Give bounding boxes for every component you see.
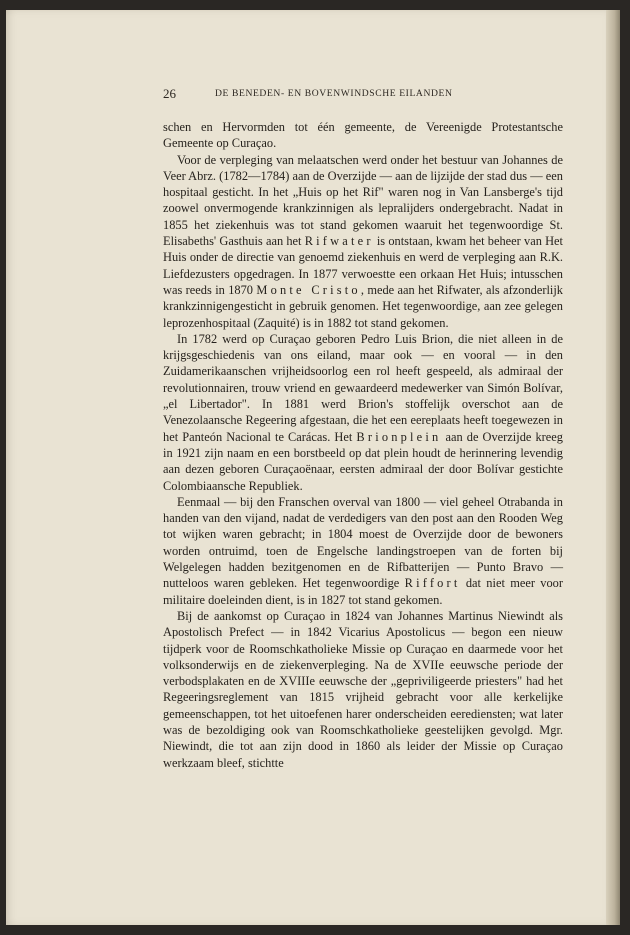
spaced-term: Rifwater bbox=[304, 234, 374, 249]
paragraph: In 1782 werd op Curaçao geboren Pedro Luis Brion, die niet alleen in de krijgsgeschiedenis van ons eiland, maar ook — en vooral — in den Zuidamerikaanschen vrijheidsoorlog een rol heeft gespeeld, als admiraal der revolutionnairen, trouw vriend en gewaardeerd medewerker van Simón Bolívar, „el Libertador". In 1881 werd Brion's stoffelijk overschot aan de Venezolaansche Regeering afgestaan, die het een eereplaats heeft toegewezen in het Panteón Nacional te Carácas. Het Brionplein aan de Overzijde kreeg in 1921 zijn naam en een borstbeeld op dat plein houdt de herinnering levendig aan dezen geboren Curaçaoënaar, eersten admiraal der door Bolívar gestichte Colombiaansche Republiek. bbox=[163, 331, 563, 493]
paragraph: Bij de aankomst op Curaçao in 1824 van Johannes Martinus Niewindt als Apostolisch Prefect — in 1842 Vicarius Apostolicus — begon een nieuw tijdperk voor de Roomschkatholieke Missie op Curaçao en daarmede voor het volksonderwijs en de ziekenverpleging. Na de XVIIe eeuwsche periode der verbodsplakaten en de XVIIIe eeuwsche der „gepriviligeerde priesters" had het Regeeringsreglement van 1815 vrijheid gebracht voor alle kerkelijke gemeenschappen, tot het uitoefenen harer onderscheiden eerediensten; wat later was de bezoldiging ook van Roomschkatholieke geestelijken gevolgd. Mgr. Niewindt, die tot aan zijn dood in 1860 als leider der Missie op Curaçao werkzaam bleef, stichtte bbox=[163, 608, 563, 770]
running-title: DE BENEDEN- EN BOVENWINDSCHE EILANDEN bbox=[215, 88, 453, 99]
page-body bbox=[163, 119, 563, 771]
paragraph: schen en Hervormden tot één gemeente, de Vereenigde Protestantsche Gemeente op Curaçao. bbox=[163, 120, 563, 151]
spaced-term: Riffort bbox=[404, 576, 461, 591]
book-page bbox=[6, 10, 620, 925]
page-number: 26 bbox=[163, 86, 176, 101]
page-gutter bbox=[606, 10, 620, 925]
paragraph: Voor de verpleging van melaatschen werd onder het bestuur van Johannes de Veer Abrz. (1782—1784) aan de Overzijde — aan de lijzijde der stad dus — een hospitaal gesticht. In het „Huis op het Rif" waren nog in Van Lansberge's tijd zoowel onvermogende krankzinnigen als lepralijders ondergebracht. Nadat in 1855 het ziekenhuis was tot stand gekomen waaruit het tegenwoordige St. Elisabeths' Gasthuis aan het Rifwater is ontstaan, kwam het beheer van Het Huis onder de directie van genoemd ziekenhuis en werd de verpleging aan R.K. Liefdezusters opgedragen. In 1877 verwoestte een orkaan Het Huis; intusschen was reeds in 1870 Monte Cristo, mede aan het Rifwater, als afzonderlijk krankzinnigengesticht in gebruik genomen. Het tegenwoordige, aan zee gelegen leprozenhospitaal (Zaquité) is in 1882 tot stand gekomen. bbox=[163, 152, 563, 330]
paragraph: Eenmaal — bij den Franschen overval van 1800 — viel geheel Otrabanda in handen van den vijand, nadat de verdedigers van den post aan den Rooden Weg tot wijken waren gebracht; in 1804 moest de Overzijde door de bewoners worden ontruimd, toen de Engelsche landingstroepen van de forten bij Welgelegen hadden bezitgenomen en de Rifbatterijen — Punto Bravo — nutteloos waren gebleken. Het tegenwoordige Riffort dat niet meer voor militaire doeleinden dient, is in 1827 tot stand gekomen. bbox=[163, 494, 563, 607]
spaced-term: Monte Cristo bbox=[256, 282, 361, 297]
spaced-term: Brionplein bbox=[356, 429, 442, 444]
